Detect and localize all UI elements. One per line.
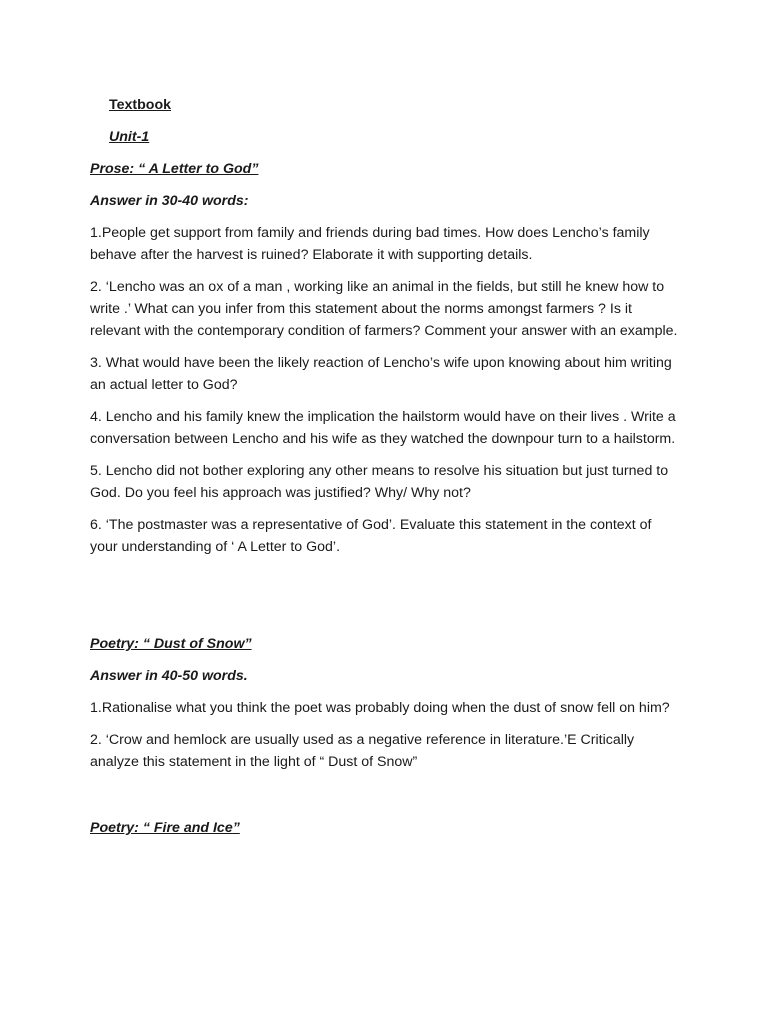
- poetry-question-2: 2. ‘Crow and hemlock are usually used as a negative reference in literature.’E Critically analyze this statement in the light of “ Dust of Snow”: [90, 732, 635, 770]
- poetry-dust-of-snow-instruction: Answer in 40-50 words.: [90, 668, 248, 684]
- prose-instruction: Answer in 30-40 words:: [90, 193, 249, 209]
- poetry-question-1: 1.Rationalise what you think the poet was probably doing when the dust of snow fell on him?: [90, 700, 670, 716]
- unit-heading: Unit-1: [109, 129, 150, 145]
- prose-question-3: 3. What would have been the likely reaction of Lencho’s wife upon knowing about him writing an actual letter to God?: [90, 355, 672, 393]
- poetry-question-list: [90, 697, 680, 773]
- poetry-fire-and-ice-heading: Poetry: “ Fire and Ice”: [90, 820, 240, 836]
- prose-question-1: 1.People get support from family and friends during bad times. How does Lencho’s family behave after the harvest is ruined? Elaborate it with supporting details.: [90, 225, 650, 263]
- prose-question-5: 5. Lencho did not bother exploring any other means to resolve his situation but just turned to God. Do you feel his approach was justified? Why/ Why not?: [90, 463, 669, 501]
- prose-question-2: 2. ‘Lencho was an ox of a man , working like an animal in the fields, but still he knew how to write .’ What can you infer from this statement about the norms amongst farmers ? Is it relevant with the contemporary condition of farmers? Comment your answer with an example.: [90, 279, 678, 339]
- textbook-heading: Textbook: [109, 97, 172, 113]
- prose-heading: Prose: “ A Letter to God”: [90, 161, 259, 177]
- prose-question-6: 6. ‘The postmaster was a representative of God’. Evaluate this statement in the context of your understanding of ‘ A Letter to God’.: [90, 517, 652, 555]
- prose-question-4: 4. Lencho and his family knew the implication the hailstorm would have on their lives . Write a conversation between Lencho and his wife as they watched the downpour turn to a hailstorm.: [90, 409, 676, 447]
- prose-question-list: [90, 222, 680, 558]
- document-page: [90, 94, 680, 839]
- poetry-dust-of-snow-heading: Poetry: “ Dust of Snow”: [90, 636, 252, 652]
